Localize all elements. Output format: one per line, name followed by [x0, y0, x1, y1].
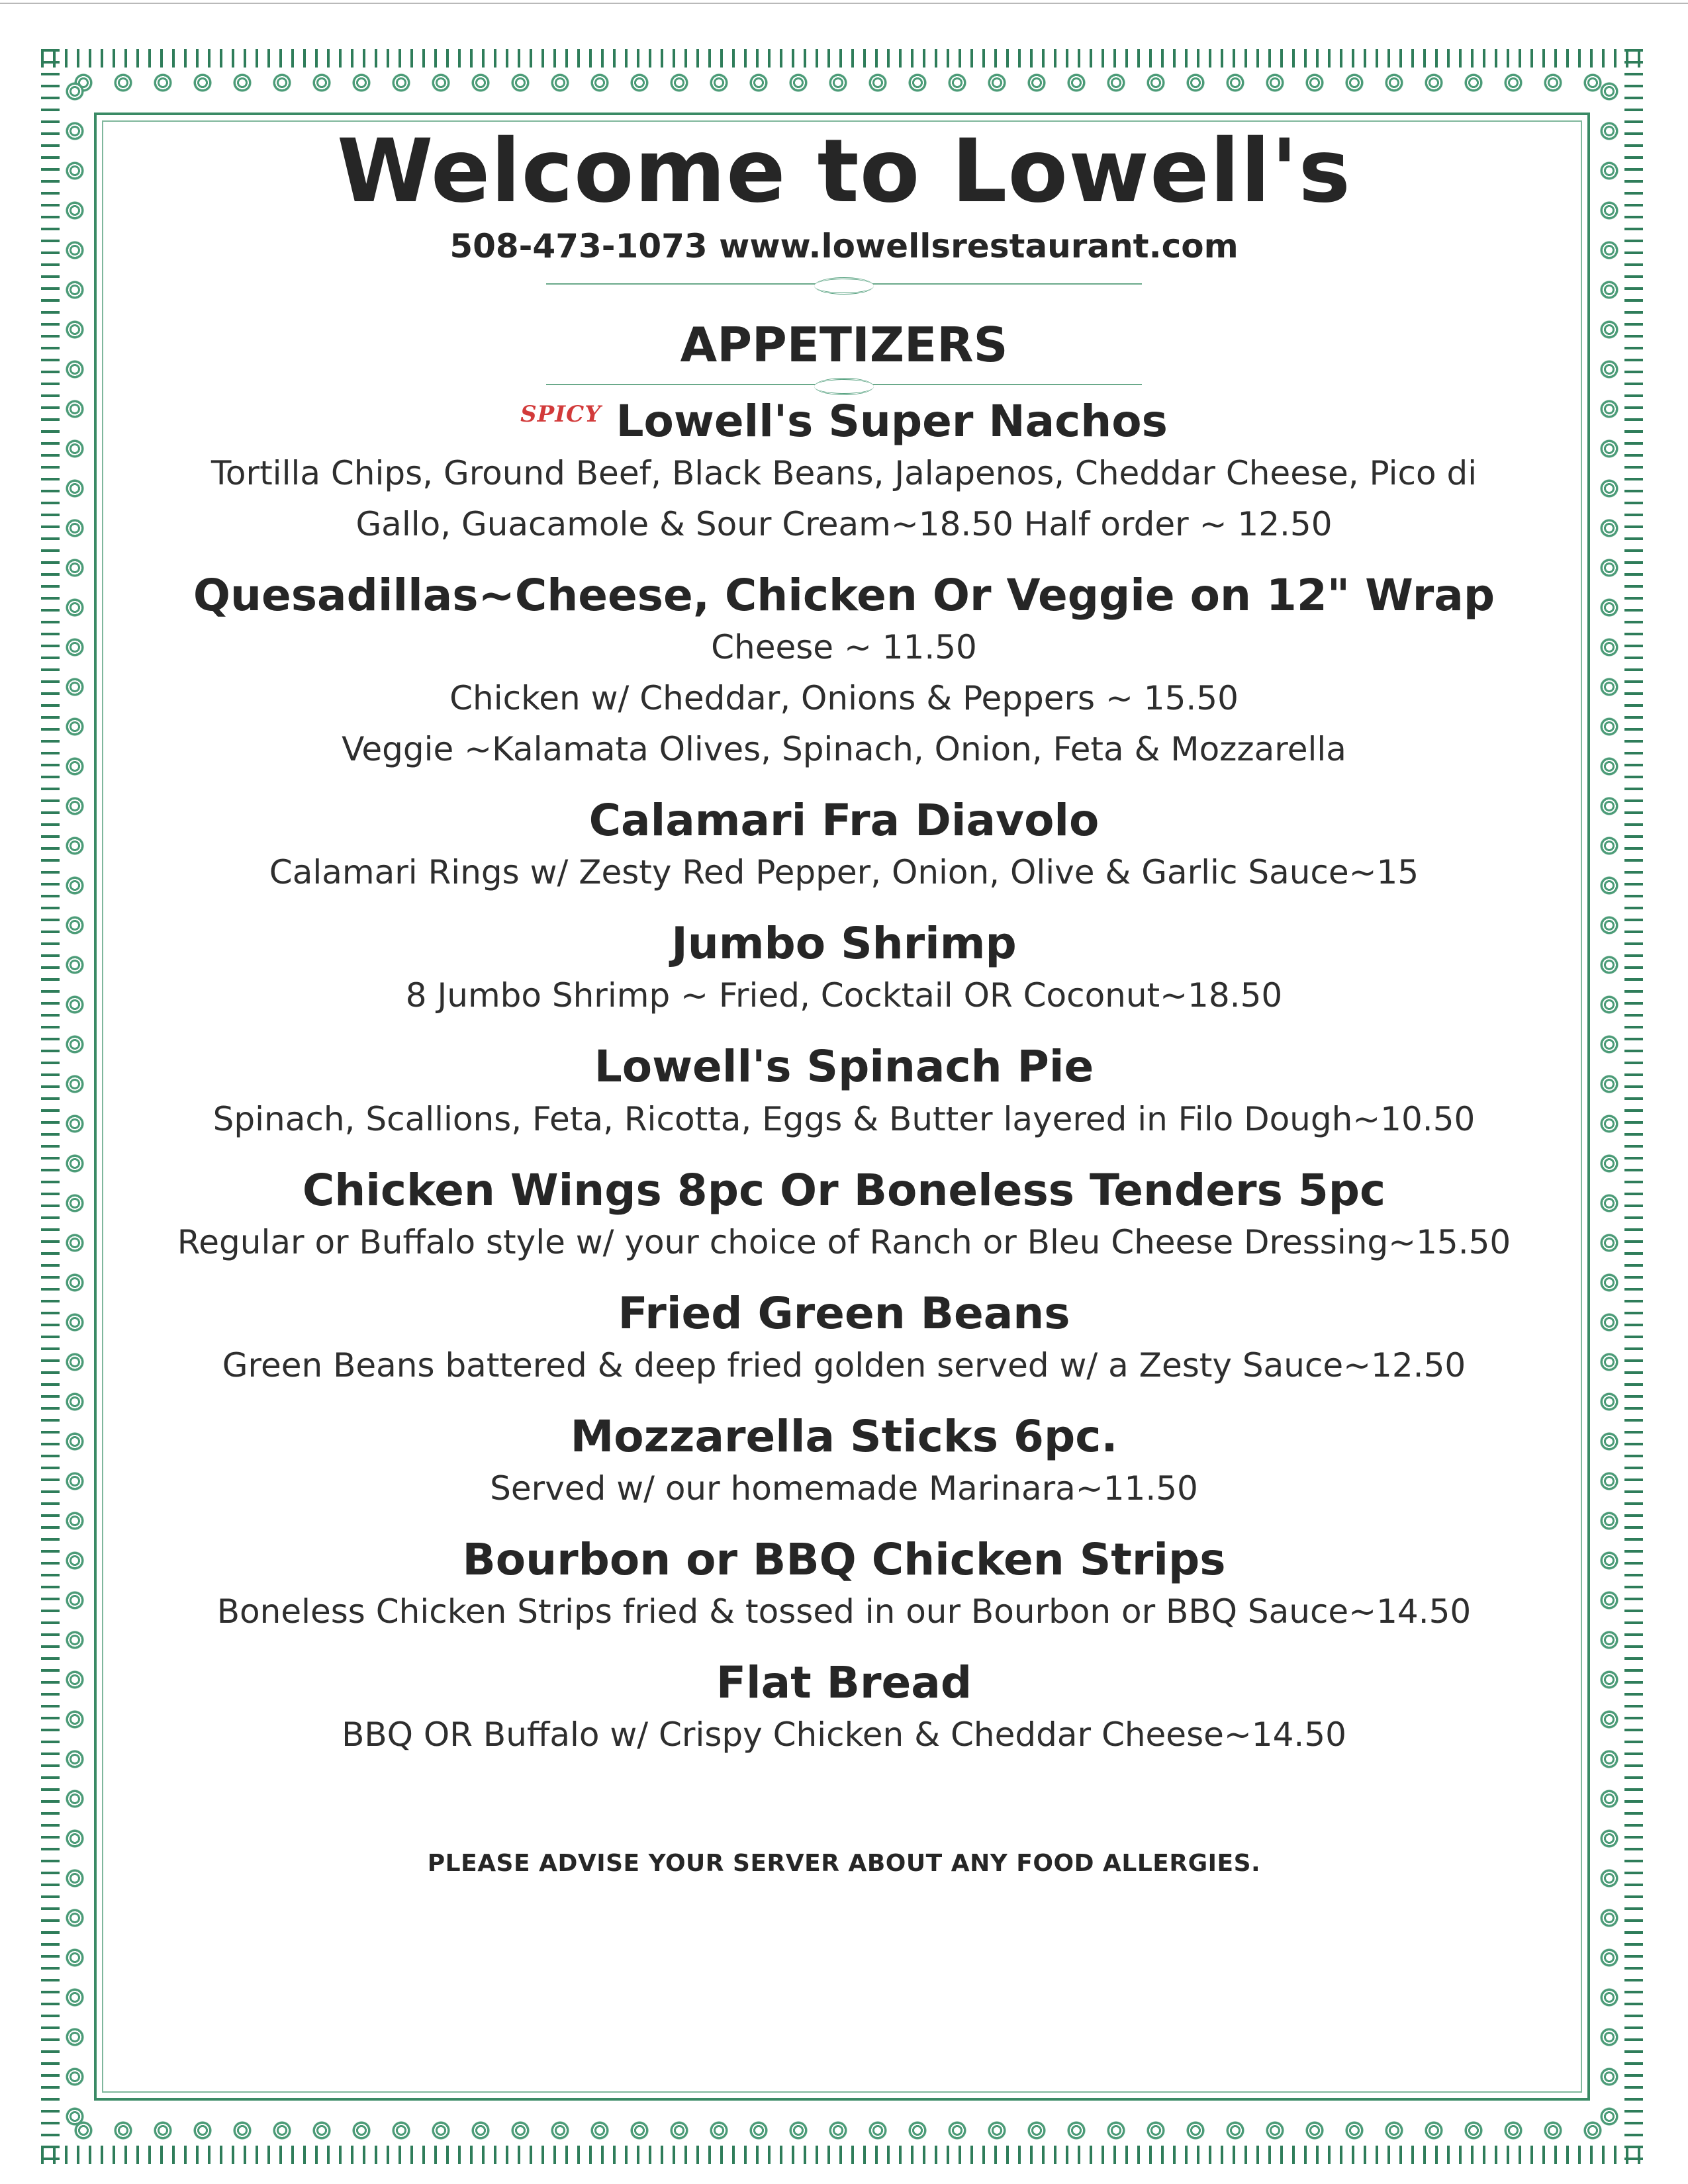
- menu-item-title: Chicken Wings 8pc Or Boneless Tenders 5pc: [302, 1164, 1386, 1216]
- menu-item-description: Cheese ~ 11.50: [711, 627, 977, 666]
- menu-item: [132, 1533, 1556, 1637]
- border-dots-bottom: [64, 2119, 1620, 2142]
- menu-item-name: [132, 917, 1556, 970]
- border-dots-top: [64, 71, 1620, 94]
- menu-items-list: [132, 395, 1556, 1760]
- border-stripe-top: [41, 49, 1643, 68]
- menu-item-name: [132, 1287, 1556, 1340]
- contact-line: 508-473-1073 www.lowellsrestaurant.com: [449, 226, 1239, 265]
- menu-item-name: [132, 1410, 1556, 1463]
- menu-item-description: Green Beans battered & deep fried golden served w/ a Zesty Sauce~12.50: [222, 1345, 1466, 1385]
- spicy-tag: SPICY: [520, 400, 602, 428]
- menu-item-name: [132, 569, 1556, 621]
- menu-item: [132, 1657, 1556, 1760]
- flourish-divider: [546, 277, 1142, 291]
- menu-item-description: Served w/ our homemade Marinara~11.50: [490, 1469, 1198, 1508]
- menu-item-title: Mozzarella Sticks 6pc.: [570, 1410, 1118, 1462]
- menu-item-description: Regular or Buffalo style w/ your choice of Ranch or Bleu Cheese Dressing~15.50: [177, 1222, 1511, 1261]
- menu-item-name: [132, 794, 1556, 846]
- menu-item-title: Flat Bread: [716, 1657, 972, 1709]
- menu-item-description: Chicken w/ Cheddar, Onions & Peppers ~ 15.50: [449, 678, 1239, 717]
- menu-item-name: [132, 1040, 1556, 1093]
- menu-item-description: Spinach, Scallions, Feta, Ricotta, Eggs & Butter layered in Filo Dough~10.50: [212, 1099, 1476, 1138]
- menu-item-name: [132, 1533, 1556, 1586]
- menu-item-title: Bourbon or BBQ Chicken Strips: [462, 1534, 1226, 1586]
- menu-item-title: Fried Green Beans: [618, 1287, 1070, 1339]
- border-dots-left: [64, 71, 86, 2142]
- border-stripe-bottom: [41, 2146, 1643, 2164]
- section-heading: APPETIZERS: [680, 316, 1008, 373]
- menu-item-description: 8 Jumbo Shrimp ~ Fried, Cocktail OR Coconut~18.50: [405, 976, 1283, 1015]
- menu-item: [132, 1410, 1556, 1514]
- menu-item-description: Gallo, Guacamole & Sour Cream~18.50 Half order ~ 12.50: [355, 504, 1333, 543]
- page-title: Welcome to Lowell's: [336, 120, 1352, 222]
- menu-item: [132, 569, 1556, 774]
- border-stripe-right: [1624, 49, 1643, 2164]
- flourish-divider: [546, 378, 1142, 391]
- menu-item: [132, 794, 1556, 897]
- menu-item-name: [132, 1657, 1556, 1709]
- menu-item-title: Lowell's Spinach Pie: [594, 1041, 1094, 1093]
- flourish-icon: [814, 378, 874, 395]
- menu-content: [132, 120, 1556, 1878]
- menu-item-description: Tortilla Chips, Ground Beef, Black Beans, Jalapenos, Cheddar Cheese, Pico di: [211, 453, 1477, 492]
- menu-item: [132, 1287, 1556, 1390]
- menu-item-description: Calamari Rings w/ Zesty Red Pepper, Onion, Olive & Garlic Sauce~15: [269, 853, 1419, 892]
- scan-edge-line: [0, 3, 1688, 4]
- allergy-notice: PLEASE ADVISE YOUR SERVER ABOUT ANY FOOD ALLERGIES.: [427, 1850, 1261, 1878]
- menu-item-title: Lowell's Super Nachos: [616, 395, 1168, 447]
- menu-item-title: Quesadillas~Cheese, Chicken Or Veggie on 12" Wrap: [193, 569, 1495, 621]
- menu-item-description: Veggie ~Kalamata Olives, Spinach, Onion, Feta & Mozzarella: [342, 729, 1346, 768]
- menu-item-title: Jumbo Shrimp: [671, 918, 1017, 970]
- flourish-icon: [814, 277, 874, 295]
- menu-item: [132, 1164, 1556, 1267]
- menu-item-description: Boneless Chicken Strips fried & tossed in our Bourbon or BBQ Sauce~14.50: [216, 1592, 1472, 1631]
- menu-item: [132, 1040, 1556, 1144]
- menu-item-name: [132, 395, 1556, 447]
- menu-item-title: Calamari Fra Diavolo: [588, 794, 1100, 846]
- menu-item-name: [132, 1164, 1556, 1216]
- menu-item-description: BBQ OR Buffalo w/ Crispy Chicken & Cheddar Cheese~14.50: [342, 1715, 1346, 1754]
- border-dots-right: [1598, 71, 1620, 2142]
- menu-item: [132, 395, 1556, 549]
- menu-item: [132, 917, 1556, 1021]
- border-stripe-left: [41, 49, 60, 2164]
